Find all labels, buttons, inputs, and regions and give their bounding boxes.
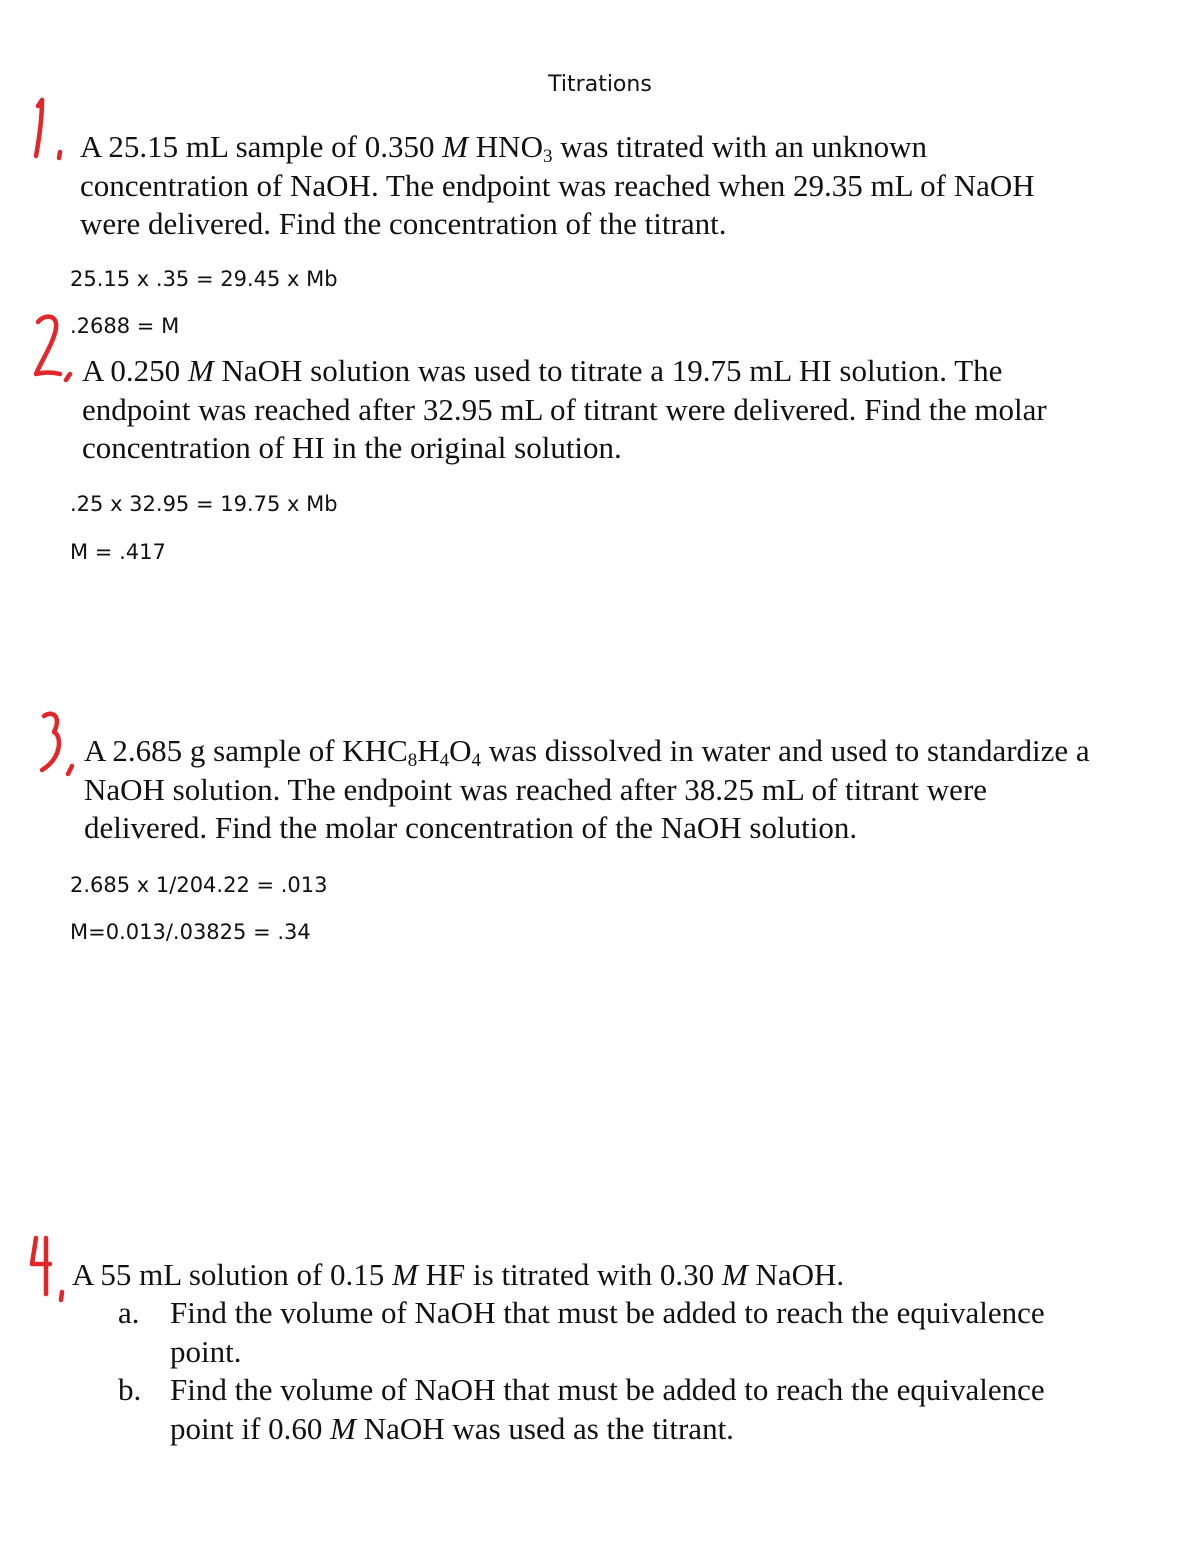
subpart-a-label: a.: [118, 1295, 140, 1330]
page-title: Titrations: [548, 72, 652, 97]
question-2-line-1: A 0.250 M NaOH solution was used to titrate a 19.75 mL HI solution. The: [82, 353, 1003, 388]
subpart-a-line-1: Find the volume of NaOH that must be added to reach the equivalence: [170, 1295, 1045, 1330]
question-2-line-2: endpoint was reached after 32.95 mL of titrant were delivered. Find the molar: [82, 391, 1047, 427]
subpart-b-label: b.: [118, 1372, 142, 1407]
question-1-line-1: A 25.15 mL sample of 0.350 M $HNO_3$ was titrated with an unknown: [80, 129, 927, 167]
question-1-line-3: were delivered. Find the concentration of the titrant.: [80, 206, 727, 241]
question-1-work-line-1: 25.15 x .35 = 29.45 x Mb: [70, 267, 338, 291]
question-4-text: [72, 1256, 844, 1295]
question-3-work-line-2: M=0.013/.03825 = .34: [70, 920, 311, 944]
question-2-text: [82, 352, 1047, 468]
question-2-line-3: concentration of HI in the original solution.: [82, 430, 622, 465]
question-3-line-2: NaOH solution. The endpoint was reached after 38.25 mL of titrant were: [84, 771, 988, 807]
question-4-line-1: A 55 mL solution of 0.15 M HF is titrated with 0.30 M NaOH.: [72, 1257, 845, 1292]
question-4-subparts: [118, 1294, 1178, 1450]
question-3-text: [84, 732, 1090, 848]
handwritten-number-2: [34, 312, 74, 386]
handwritten-number-4: [28, 1234, 72, 1308]
question-1-text: [80, 128, 1035, 244]
question-1-line-2: concentration of NaOH. The endpoint was reached when 29.35 mL of NaOH: [80, 167, 1035, 203]
handwritten-number-3: [38, 708, 78, 782]
question-3-line-3: delivered. Find the molar concentration of the NaOH solution.: [84, 810, 858, 845]
subpart-a-line-2: point.: [170, 1333, 242, 1369]
question-2-work-line-2: M = .417: [70, 540, 166, 564]
subpart-b-line-2: point if 0.60 M NaOH was used as the titrant.: [170, 1410, 734, 1446]
handwritten-number-1: [32, 96, 72, 170]
question-2-work-line-1: .25 x 32.95 = 19.75 x Mb: [70, 492, 338, 516]
subpart-b-line-1: Find the volume of NaOH that must be added to reach the equivalence: [170, 1372, 1045, 1407]
question-1-work-line-2: .2688 = M: [70, 314, 180, 338]
question-3-line-1: A 2.685 g sample of $KHC_8H_4O_4$ was dissolved in water and used to standardize a: [84, 733, 1090, 771]
question-3-work-line-1: 2.685 x 1/204.22 = .013: [70, 873, 328, 897]
